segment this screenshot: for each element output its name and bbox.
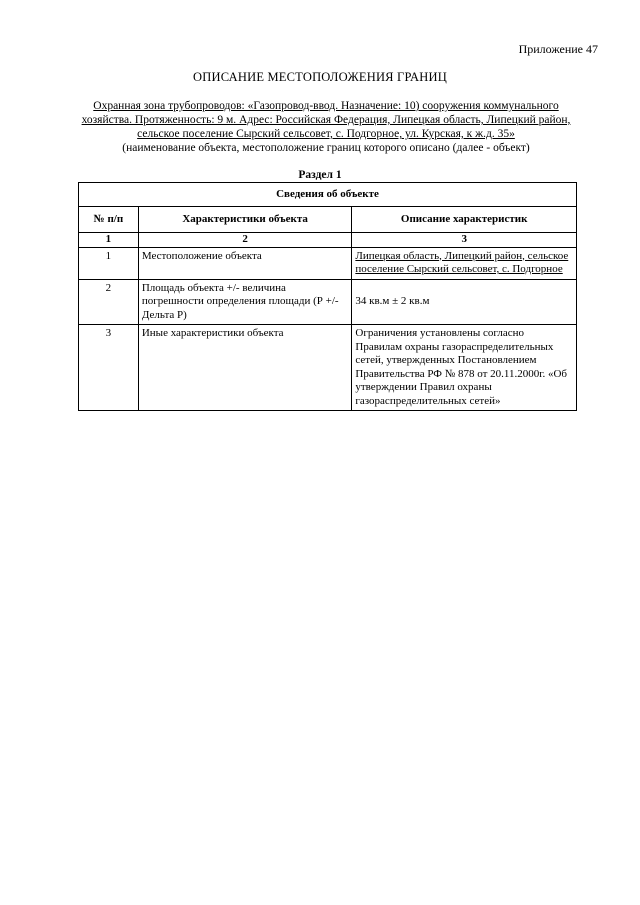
column-number: 2 [138, 233, 352, 248]
row-description: 34 кв.м ± 2 кв.м [352, 279, 577, 325]
table-row [79, 247, 577, 279]
table-header-row [79, 207, 577, 233]
page-title: ОПИСАНИЕ МЕСТОПОЛОЖЕНИЯ ГРАНИЦ [193, 70, 447, 84]
row-characteristic: Местоположение объекта [138, 247, 352, 279]
object-name: Охранная зона трубопроводов: «Газопровод-ввод. Назначение: 10) сооружения коммунального хозяйства. Протяженность: 9 м. Адрес: Российская Федерация, Липецкая область, Липецкий район, сельское поселение Сырский сельсовет, с. Подгорное, ул. Курская, к ж.д. 35» [81, 100, 571, 140]
column-header-number: № п/п [79, 207, 139, 233]
column-header-description: Описание характеристик [352, 207, 577, 233]
column-numbers-row [79, 233, 577, 248]
row-number: 3 [79, 325, 139, 411]
object-description-block [75, 99, 577, 155]
row-characteristic: Иные характеристики объекта [138, 325, 352, 411]
row-number: 2 [79, 279, 139, 325]
object-info-table [78, 182, 577, 411]
row-description-text: Липецкая область, Липецкий район, сельское поселение Сырский сельсовет, с. Подгорное [355, 249, 569, 275]
row-number: 1 [79, 247, 139, 279]
table-row [79, 279, 577, 325]
row-description [352, 247, 577, 279]
object-caption: (наименование объекта, местоположение границ которого описано (далее - объект) [122, 142, 530, 154]
column-header-characteristic: Характеристики объекта [138, 207, 352, 233]
table-row [79, 325, 577, 411]
column-number: 3 [352, 233, 577, 248]
section-title: Раздел 1 [298, 169, 342, 181]
row-characteristic: Площадь объекта +/- величина погрешности определения площади (Р +/- Дельта Р) [138, 279, 352, 325]
row-description: Ограничения установлены согласно Правилам охраны газораспределительных сетей, утвержденных Постановлением Правительства РФ № 878 от 20.11.2000г. «Об утверждении Правил охраны газораспределительных сетей» [352, 325, 577, 411]
column-number: 1 [79, 233, 139, 248]
appendix-label: Приложение 47 [518, 42, 598, 56]
table-caption: Сведения об объекте [79, 183, 577, 207]
